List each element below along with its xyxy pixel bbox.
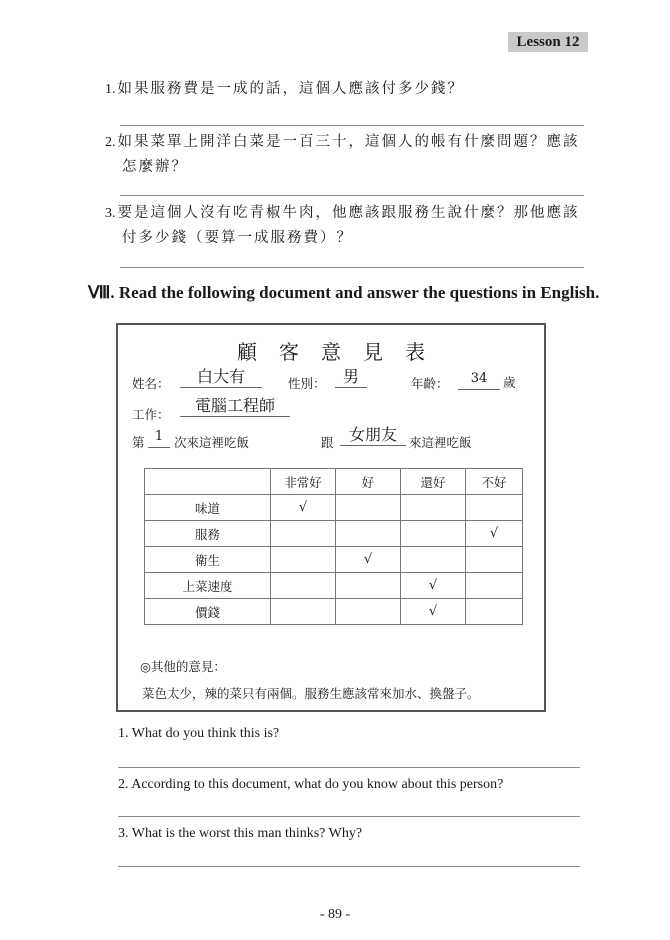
chinese-question-2 <box>105 130 580 179</box>
column-header: 好 <box>336 469 401 495</box>
question-number: 2. <box>105 135 116 150</box>
row-label: 衛生 <box>145 547 271 573</box>
table-header-row <box>145 469 523 495</box>
other-comments-label: ◎其他的意見： <box>140 659 226 674</box>
age-value: 34 <box>458 369 500 390</box>
name-value: 白大有 <box>180 367 262 388</box>
customer-feedback-form <box>116 323 546 712</box>
rating-cell <box>336 573 401 599</box>
page-number: - 89 - <box>319 907 351 922</box>
rating-cell <box>271 521 336 547</box>
rating-cell <box>466 573 523 599</box>
chinese-question-3 <box>105 201 580 250</box>
table-row <box>145 547 523 573</box>
question-line: 怎麼辦？ <box>122 159 188 175</box>
rating-cell <box>401 547 466 573</box>
visit-count: 1 <box>148 427 170 448</box>
visit-prefix: 第 <box>132 435 145 450</box>
row-label: 味道 <box>145 495 271 521</box>
gender-value: 男 <box>335 367 367 388</box>
form-title: 顧客意見表 <box>237 340 447 364</box>
rating-cell <box>336 521 401 547</box>
table-row <box>145 521 523 547</box>
job-value: 電腦工程師 <box>180 396 290 417</box>
with-value: 女朋友 <box>340 425 406 446</box>
rating-cell: √ <box>466 521 523 547</box>
lesson-label: Lesson 12 <box>508 32 588 52</box>
answer-line <box>118 866 580 867</box>
question-number: 3. <box>105 206 116 221</box>
answer-line <box>118 816 580 817</box>
rating-cell <box>466 547 523 573</box>
age-label: 年齡： <box>411 376 449 391</box>
answer-line <box>120 125 584 126</box>
section-title: Ⅷ. Read the following document and answer the questions in English. <box>88 283 600 302</box>
rating-table <box>144 468 523 625</box>
column-header: 非常好 <box>271 469 336 495</box>
gender-label: 性別： <box>288 376 326 391</box>
chinese-question-1 <box>105 77 464 102</box>
question-line: 如果服務費是一成的話，這個人應該付多少錢？ <box>117 81 464 97</box>
table-row <box>145 495 523 521</box>
column-header: 還好 <box>401 469 466 495</box>
rating-cell <box>271 547 336 573</box>
visit-suffix: 次來這裡吃飯 <box>174 435 250 450</box>
question-line: 付多少錢（要算一成服務費）？ <box>122 230 353 246</box>
with-prefix: 跟 <box>321 435 334 450</box>
rating-cell <box>336 495 401 521</box>
question-line: 如果菜單上開洋白菜是一百三十，這個人的帳有什麼問題？應該 <box>117 134 580 150</box>
answer-line <box>120 195 584 196</box>
column-header: 不好 <box>466 469 523 495</box>
english-question-1: 1. What do you think this is? <box>118 726 280 741</box>
rating-cell <box>271 573 336 599</box>
english-question-2: 2. According to this document, what do you know about this person? <box>118 777 504 792</box>
question-line: 要是這個人沒有吃青椒牛肉，他應該跟服務生說什麼？那他應該 <box>117 205 580 221</box>
rating-cell <box>401 521 466 547</box>
rating-cell: √ <box>401 599 466 625</box>
answer-line <box>120 267 584 268</box>
job-label: 工作： <box>132 407 170 422</box>
row-label: 價錢 <box>145 599 271 625</box>
table-row <box>145 599 523 625</box>
row-label: 服務 <box>145 521 271 547</box>
rating-cell <box>466 599 523 625</box>
table-header-corner <box>145 469 271 495</box>
question-number: 1. <box>105 82 116 97</box>
with-suffix: 來這裡吃飯 <box>409 435 472 450</box>
answer-line <box>118 767 580 768</box>
row-label: 上菜速度 <box>145 573 271 599</box>
rating-cell <box>336 599 401 625</box>
name-label: 姓名： <box>132 376 170 391</box>
rating-cell <box>271 599 336 625</box>
rating-cell <box>466 495 523 521</box>
rating-cell: √ <box>271 495 336 521</box>
table-row <box>145 573 523 599</box>
rating-cell: √ <box>401 573 466 599</box>
rating-cell: √ <box>336 547 401 573</box>
age-unit: 歲 <box>503 375 516 390</box>
english-question-3: 3. What is the worst this man thinks? Why? <box>118 826 363 841</box>
rating-cell <box>401 495 466 521</box>
other-comments-text: 菜色太少，辣的菜只有兩個。服務生應該常來加水、換盤子。 <box>142 686 480 701</box>
